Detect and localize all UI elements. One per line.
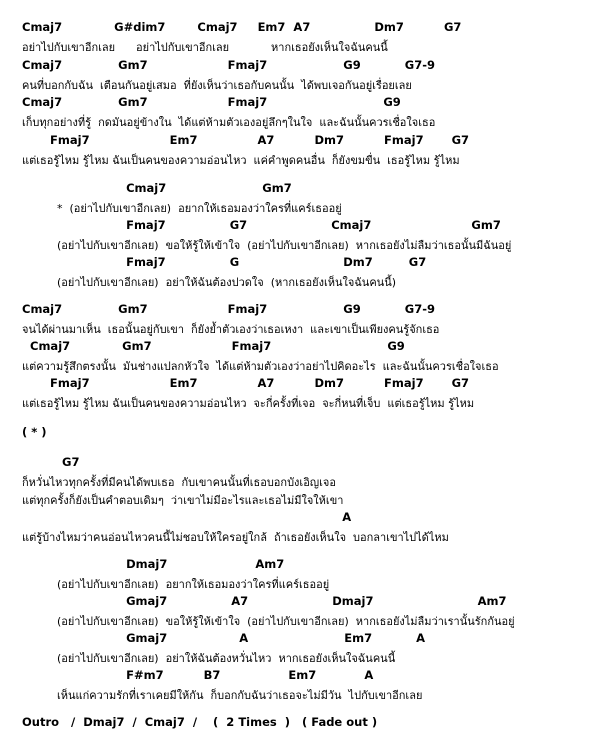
chord-line: Gmaj7 A Em7 A bbox=[22, 631, 426, 645]
lyric-line: ก็หวั่นไหวทุกครั้งที่มีคนได้พบเธอ กับเขาคนนั้นที่เธอบอกบังเอิญเจอ bbox=[22, 476, 336, 489]
chord-line: F#m7 B7 Em7 A bbox=[22, 668, 374, 682]
chord-line: Fmaj7 Em7 A7 Dm7 Fmaj7 G7 bbox=[22, 376, 470, 390]
chord-line: Fmaj7 Em7 A7 Dm7 Fmaj7 G7 bbox=[22, 133, 470, 147]
chord-line: Cmaj7 Gm7 Fmaj7 G9 G7-9 bbox=[22, 302, 435, 316]
chord-line: Fmaj7 G Dm7 G7 bbox=[22, 255, 427, 269]
chord-line: Gmaj7 A7 Dmaj7 Am7 bbox=[22, 594, 507, 608]
lyric-line: คนที่บอกกับฉัน เตือนกันอยู่เสมอ ที่ยังเห็นว่าเธอกับคนนั้น ได้พบเจอกันอยู่เรื่อยเลย bbox=[22, 79, 412, 92]
lyric-line: แต่ความรู้สึกตรงนั้น มันช่างแปลกหัวใจ ได้แต่ห้ามตัวเองว่าอย่าไปคิดอะไร และฉันนั้นควรเชื่อใจเธอ bbox=[22, 360, 499, 373]
chord-line: A bbox=[22, 510, 352, 524]
lyric-line: (อย่าไปกับเขาอีกเลย) อยากให้เธอมองว่าใครที่แคร์เธออยู่ bbox=[22, 578, 330, 591]
outro-line: Outro / Dmaj7 / Cmaj7 / ( 2 Times ) ( Fade out ) bbox=[22, 715, 378, 729]
chord-line: G7 bbox=[22, 455, 80, 469]
lyric-line: แต่รู้บ้างไหมว่าคนอ่อนไหวคนนี้ไม่ชอบให้ใครอยู่ใกล้ ถ้าเธอยังเห็นใจ บอกลาเขาไปได้ไหม bbox=[22, 531, 449, 544]
chord-line: Cmaj7 Gm7 Fmaj7 G9 G7-9 bbox=[22, 58, 435, 72]
chord-line: Cmaj7 Gm7 Fmaj7 G9 bbox=[22, 95, 401, 109]
lyric-line: (อย่าไปกับเขาอีกเลย) ขอให้รู้ให้เข้าใจ (อย่าไปกับเขาอีกเลย) หากเธอยังไม่ลืมว่าเธอนั้นมีฉันอยู่ bbox=[22, 239, 512, 252]
lyric-line: (อย่าไปกับเขาอีกเลย) ขอให้รู้ให้เข้าใจ (อย่าไปกับเขาอีกเลย) หากเธอยังไม่ลืมว่าเรานั้นรักกันอยู่ bbox=[22, 615, 515, 628]
chord-line: Dmaj7 Am7 bbox=[22, 557, 285, 571]
lyric-line: * (อย่าไปกับเขาอีกเลย) อยากให้เธอมองว่าใครที่แคร์เธออยู่ bbox=[22, 202, 342, 215]
lyric-line: แต่ทุกครั้งก็ยังเป็นคำตอบเดิมๆ ว่าเขาไม่มีอะไรและเธอไม่มีใจให้เขา bbox=[22, 494, 344, 507]
lyric-line: จนได้ผ่านมาเห็น เธอนั้นอยู่กับเขา ก็ยังย้ำตัวเองว่าเธอเหงา และเขาเป็นเพียงคนรู้จักเธอ bbox=[22, 323, 440, 336]
chorus-repeat-marker: ( * ) bbox=[22, 425, 47, 439]
lyric-line: แต่เธอรู้ไหม รู้ไหม ฉันเป็นคนของความอ่อนไหว จะกี่ครั้งที่เจอ จะกี่หนที่เจ็บ แต่เธอรู้ไหม รู้ไหม bbox=[22, 397, 475, 410]
lyric-line: (อย่าไปกับเขาอีกเลย) อย่าให้ฉันต้องหวั่นไหว หากเธอยังเห็นใจฉันคนนี้ bbox=[22, 652, 396, 665]
lyric-line: แต่เธอรู้ไหม รู้ไหม ฉันเป็นคนของความอ่อนไหว แค่คำพูดคนอื่น ก็ยังขมขื่น เธอรู้ไหม รู้ไหม bbox=[22, 154, 460, 167]
chord-line: Cmaj7 Gm7 Fmaj7 G9 bbox=[22, 339, 405, 353]
chord-line: Cmaj7 G#dim7 Cmaj7 Em7 A7 Dm7 G7 bbox=[22, 20, 462, 34]
lyric-line: (อย่าไปกับเขาอีกเลย) อย่าให้ฉันต้องปวดใจ (หากเธอยังเห็นใจฉันคนนี้) bbox=[22, 276, 397, 289]
lyric-line: เห็นแก่ความรักที่เราเคยมีให้กัน ก็บอกกับฉันว่าเธอจะไม่มีวัน ไปกับเขาอีกเลย bbox=[22, 689, 423, 702]
lyric-line: อย่าไปกับเขาอีกเลย อย่าไปกับเขาอีกเลย หากเธอยังเห็นใจฉันคนนี้ bbox=[22, 41, 388, 54]
chord-line: Fmaj7 G7 Cmaj7 Gm7 bbox=[22, 218, 501, 232]
lyric-line: เก็บทุกอย่างที่รู้ กดมันอยู่ข้างใน ได้แต่ห้ามตัวเองอยู่ลึกๆในใจ และฉันนั้นควรเชื่อใจเธอ bbox=[22, 116, 436, 129]
chord-line: Cmaj7 Gm7 bbox=[22, 181, 292, 195]
